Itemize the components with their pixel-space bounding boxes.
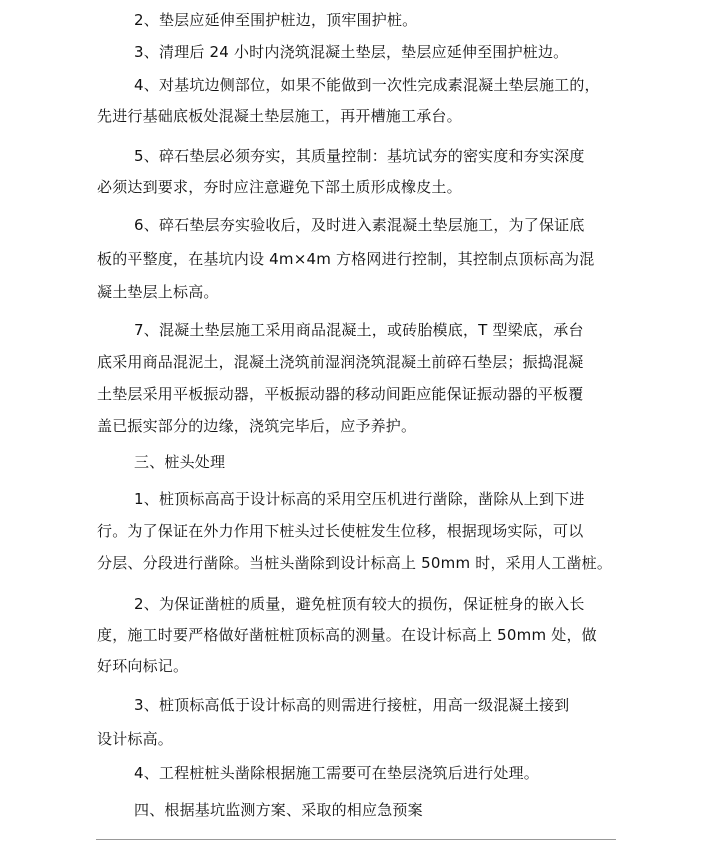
paragraph-line: 3、清理后 24 小时内浇筑混凝土垫层，垫层应延伸至围护桩边。	[134, 43, 569, 61]
paragraph-line: 分层、分段进行凿除。当桩头凿除到设计标高上 50mm 时，采用人工凿桩。	[97, 554, 613, 572]
paragraph-line: 凝土垫层上标高。	[97, 283, 219, 301]
paragraph-line: 7、混凝土垫层施工采用商品混凝土，或砖胎模底，T 型梁底，承台	[134, 321, 584, 339]
paragraph-line: 2、为保证凿桩的质量，避免桩顶有较大的损伤，保证桩身的嵌入长	[134, 595, 585, 613]
paragraph-line: 好环向标记。	[97, 657, 189, 675]
paragraph-line: 必须达到要求，夯时应注意避免下部土质形成橡皮土。	[97, 178, 462, 196]
paragraph-line: 行。为了保证在外力作用下桩头过长使桩发生位移，根据现场实际，可以	[97, 522, 584, 540]
paragraph-line: 度，施工时要严格做好凿桩桩顶标高的测量。在设计标高上 50mm 处，做	[97, 626, 597, 644]
paragraph-line: 先进行基础底板处混凝土垫层施工，再开槽施工承台。	[97, 107, 462, 125]
paragraph-line: 盖已振实部分的边缘，浇筑完毕后，应予养护。	[97, 417, 417, 435]
paragraph-line: 4、工程桩桩头凿除根据施工需要可在垫层浇筑后进行处理。	[134, 764, 539, 782]
section-heading: 四、根据基坑监测方案、采取的相应急预案	[134, 801, 423, 819]
paragraph-line: 3、桩顶标高低于设计标高的则需进行接桩，用高一级混凝土接到	[134, 696, 570, 714]
paragraph-line: 设计标高。	[97, 730, 174, 748]
section-heading: 三、桩头处理	[134, 453, 226, 471]
footer-divider	[96, 839, 616, 840]
paragraph-line: 土垫层采用平板振动器，平板振动器的移动间距应能保证振动器的平板覆	[97, 385, 584, 403]
paragraph-line: 5、碎石垫层必须夯实，其质量控制：基坑试夯的密实度和夯实深度	[134, 147, 585, 165]
paragraph-line: 1、桩顶标高高于设计标高的采用空压机进行凿除，凿除从上到下进	[134, 490, 585, 508]
paragraph-line: 底采用商品混泥土，混凝土浇筑前湿润浇筑混凝土前碎石垫层；振捣混凝	[97, 353, 584, 371]
paragraph-line: 板的平整度，在基坑内设 4m×4m 方格网进行控制，其控制点顶标高为混	[97, 250, 595, 268]
paragraph-line: 2、垫层应延伸至围护桩边，顶牢围护桩。	[134, 11, 418, 29]
paragraph-line: 6、碎石垫层夯实验收后，及时进入素混凝土垫层施工，为了保证底	[134, 216, 585, 234]
paragraph-line: 4、对基坑边侧部位，如果不能做到一次性完成素混凝土垫层施工的，	[134, 76, 600, 94]
